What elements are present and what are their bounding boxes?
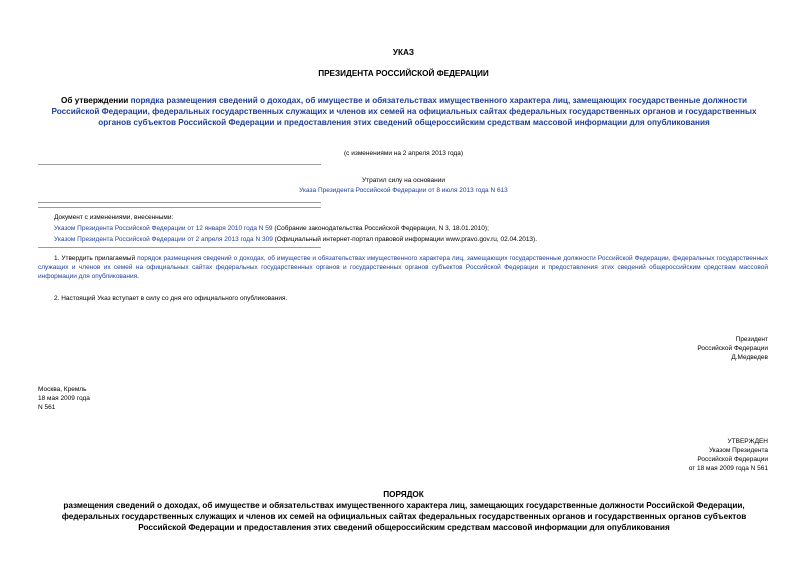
lost-force-link[interactable]: Указа Президента Российской Федерации от 8 июля 2013 года N 613 (299, 187, 508, 194)
place: Москва, Кремль (38, 386, 87, 393)
place-date-block (38, 385, 238, 412)
signature-title: Президент (735, 336, 768, 343)
changes-item-2 (54, 235, 774, 244)
approval-approved: УТВЕРЖДЕН (727, 438, 768, 445)
approval-country: Российской Федерации (697, 456, 768, 463)
paragraph-1-lead: 1. Утвердить прилагаемый (54, 255, 138, 262)
order-title: ПОРЯДОК (383, 490, 424, 499)
divider-3 (38, 207, 321, 208)
paragraph-2: 2. Настоящий Указ вступает в силу со дня его официального опубликования. (54, 295, 288, 302)
changes-item-1 (54, 224, 774, 233)
decree-title-link[interactable]: порядка размещения сведений о доходах, об имуществе и обязательствах имущественного характера лиц, замещающих государственные должности Российской Федерации, федеральных государственных служащих и членов их семей на официальных сайтах федеральных государственных органов и государственных органов субъектов Российской Федерации и предоставления этих сведений общероссийским средствам массовой информации для опубликования (51, 96, 757, 127)
divider-1 (38, 164, 321, 165)
divider-4 (38, 247, 321, 248)
date: 18 мая 2009 года (38, 395, 90, 402)
amendment-note: (с изменениями на 2 апреля 2013 года) (343, 150, 463, 157)
order-subtitle: размещения сведений о доходах, об имуществе и обязательствах имущественного характера лиц, замещающих государственные должности Российской Федерации, федеральных государственных служащих и членов их семей на официальных сайтах федеральных государственных органов и государственных органов субъектов Российской Федерации и предоставления этих сведений общероссийским средствам массовой информации для опубликования (61, 501, 747, 532)
decree-title (38, 95, 770, 128)
paragraph-1-tail: . (137, 273, 139, 280)
paragraph-1 (38, 254, 768, 281)
changes-item-1-source: (Собрание законодательства Российской Федерации, N 3, 18.01.2010); (272, 225, 489, 232)
president-heading: ПРЕЗИДЕНТА РОССИЙСКОЙ ФЕДЕРАЦИИ (318, 69, 489, 78)
decree-title-lead: Об утверждении (61, 96, 131, 105)
changes-item-1-link[interactable]: Указом Президента Российской Федерации от 12 января 2010 года N 59 (54, 225, 273, 232)
signature-name: Д.Медведев (731, 354, 768, 361)
changes-item-2-source: (Официальный интернет-портал правовой информации www.pravo.gov.ru, 02.04.2013). (272, 236, 538, 243)
changes-item-2-link[interactable]: Указом Президента Российской Федерации от 2 апреля 2013 года N 309 (54, 236, 273, 243)
decree-heading: УКАЗ (392, 48, 415, 57)
changes-heading: Документ с изменениями, внесенными: (54, 214, 174, 221)
signature-block (560, 335, 768, 362)
paragraph-1-link[interactable]: порядок размещения сведений о доходах, об имуществе и обязательствах имущественного характера лиц, замещающих государственные должности Российской Федерации, федеральных государственных служащих и членов их семей на официальных сайтах федеральных государственных органов и государственных органов субъектов Российской Федерации и предоставления этих сведений общероссийским средствам массовой информации для опубликования (38, 255, 768, 280)
approval-date: от 18 мая 2009 года N 561 (688, 465, 768, 472)
lost-force-text: Утратил силу на основании (361, 177, 446, 184)
signature-country: Российской Федерации (697, 345, 768, 352)
divider-2 (38, 202, 321, 203)
decree-number: N 561 (38, 404, 56, 411)
approval-block (560, 437, 768, 473)
approval-decree: Указом Президента (708, 447, 768, 454)
